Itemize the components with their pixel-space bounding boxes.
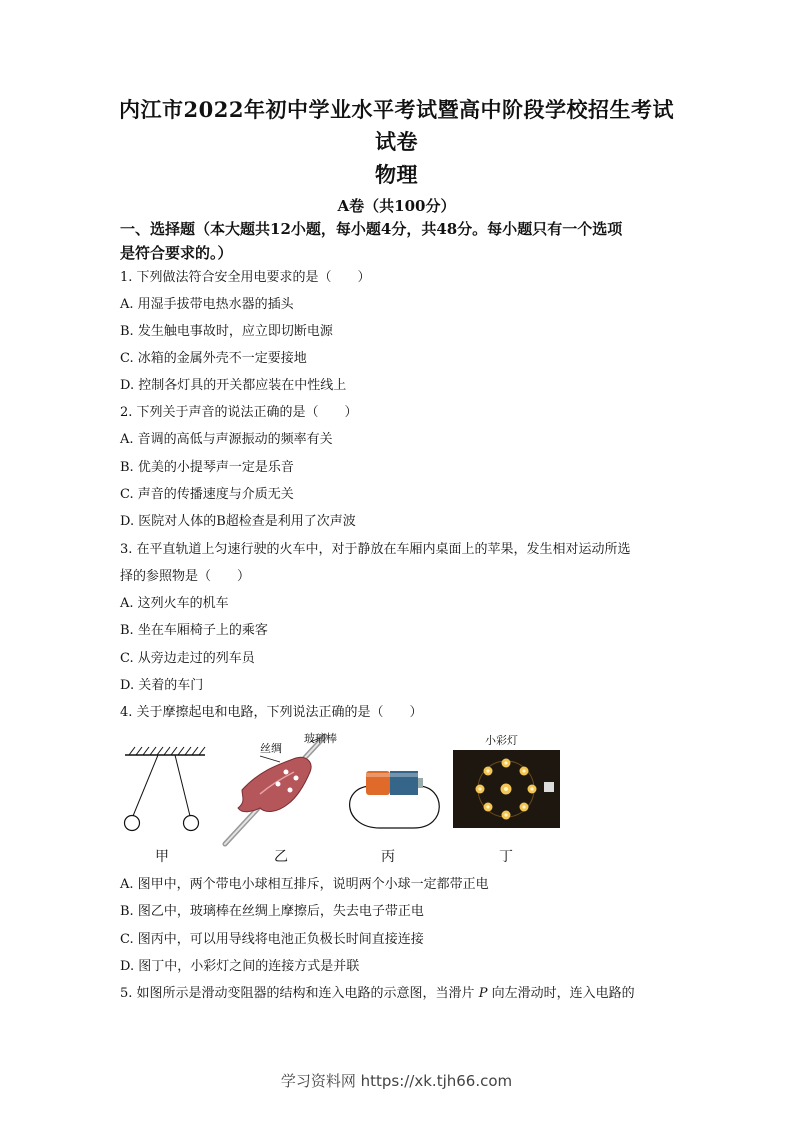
question-4-option-d: D. 图丁中，小彩灯之间的连接方式是并联 — [120, 959, 360, 974]
figure-ding-string-lights-photo — [453, 750, 560, 828]
question-5-stem-post: 向左滑动时，连入电路的 — [491, 986, 635, 1001]
question-5-stem-pre: 5. 如图所示是滑动变阻器的结构和连入电路的示意图，当滑片 — [120, 986, 475, 1001]
question-3-option-a: A. 这列火车的机车 — [120, 596, 229, 611]
question-3-option-c: C. 从旁边走过的列车员 — [120, 651, 255, 666]
question-3-option-d: D. 关着的车门 — [120, 678, 204, 693]
question-4-option-a: A. 图甲中，两个带电小球相互排斥，说明两个小球一定都带正电 — [120, 877, 489, 892]
question-4-figure — [120, 728, 570, 870]
question-2-option-d: D. 医院对人体的B超检查是利用了次声波 — [120, 514, 356, 529]
exam-title-line2: 试卷 — [375, 129, 418, 154]
question-1-option-c: C. 冰箱的金属外壳不一定要接地 — [120, 351, 307, 366]
figure-caption-bing: 丙 — [381, 849, 395, 865]
question-3-option-b: B. 坐在车厢椅子上的乘客 — [120, 623, 268, 638]
figure-jia-pith-balls — [125, 747, 206, 831]
figure-bing-battery-wire — [350, 771, 440, 828]
question-3-stem-line2: 择的参照物是（ ） — [120, 569, 251, 584]
exam-title-line1: 内江市2022年初中学业水平考试暨高中阶段学校招生考试 — [119, 97, 674, 122]
label-glass-rod: 玻璃棒 — [304, 732, 337, 745]
question-1-option-d: D. 控制各灯具的开关都应装在中性线上 — [120, 378, 347, 393]
figure-caption-ding: 丁 — [499, 849, 513, 865]
question-2-option-b: B. 优美的小提琴声一定是乐音 — [120, 460, 294, 475]
section-heading-line2: 是符合要求的。） — [120, 244, 233, 262]
label-string-lights: 小彩灯 — [485, 734, 518, 747]
subject-title: 物理 — [375, 162, 418, 187]
question-2-stem: 2. 下列关于声音的说法正确的是（ ） — [120, 405, 358, 420]
question-2-option-a: A. 音调的高低与声源振动的频率有关 — [120, 432, 333, 447]
paper-section-title: A卷（共100分） — [337, 197, 456, 215]
question-1-option-a: A. 用湿手拔带电热水器的插头 — [120, 297, 294, 312]
question-3-stem-line1: 3. 在平直轨道上匀速行驶的火车中，对于静放在车厢内桌面上的苹果，发生相对运动所选 — [120, 542, 631, 557]
question-4-option-c: C. 图丙中，可以用导线将电池正负极长时间直接连接 — [120, 932, 424, 947]
label-silk: 丝绸 — [260, 742, 282, 755]
figure-caption-jia: 甲 — [155, 849, 169, 865]
question-5-stem — [120, 984, 680, 1004]
question-1-stem: 1. 下列做法符合安全用电要求的是（ ） — [120, 270, 371, 285]
question-2-option-c: C. 声音的传播速度与介质无关 — [120, 487, 294, 502]
question-1-option-b: B. 发生触电事故时，应立即切断电源 — [120, 324, 333, 339]
section-heading-line1: 一、选择题（本大题共12小题，每小题4分，共48分。每小题只有一个选项 — [120, 220, 623, 238]
question-4-option-b: B. 图乙中，玻璃棒在丝绸上摩擦后，失去电子带正电 — [120, 904, 424, 919]
footer-watermark: 学习资料网 https://xk.tjh66.com — [280, 1072, 513, 1090]
question-5-variable-p: P — [478, 986, 488, 1001]
question-4-stem: 4. 关于摩擦起电和电路，下列说法正确的是（ ） — [120, 705, 423, 720]
figure-caption-yi: 乙 — [274, 849, 288, 865]
